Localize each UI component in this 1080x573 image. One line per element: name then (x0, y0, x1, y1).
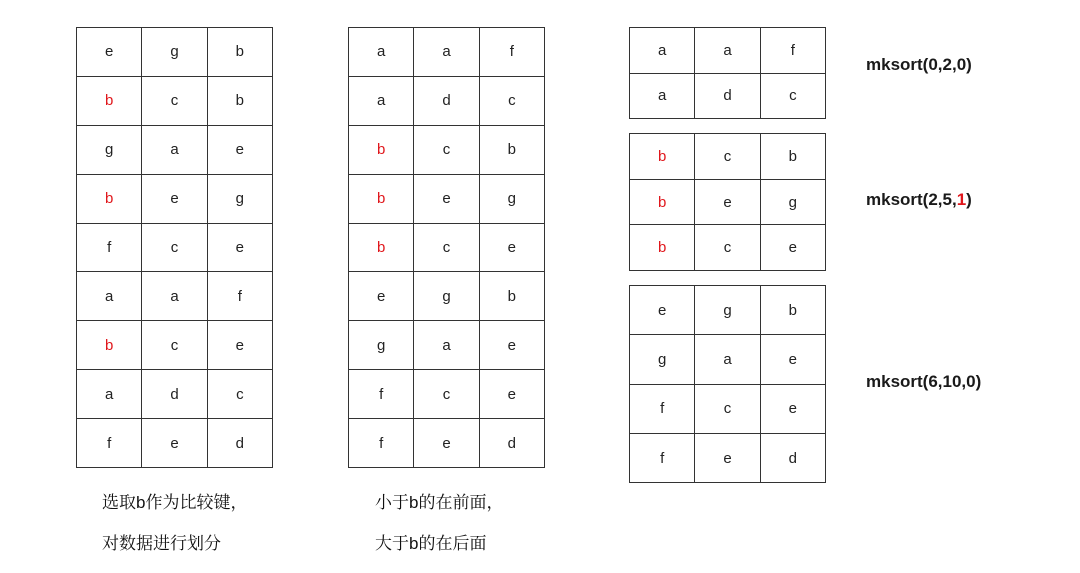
table-row (630, 433, 826, 482)
table-cell: d (695, 73, 760, 119)
table-row (630, 134, 826, 180)
table-cell: b (207, 76, 272, 125)
table-cell: f (349, 419, 414, 468)
partitioned-table (348, 27, 545, 468)
table-row (630, 73, 826, 119)
table-cell: f (77, 223, 142, 272)
table-cell: c (142, 76, 207, 125)
table-cell: e (207, 223, 272, 272)
table-cell: a (349, 28, 414, 77)
table-cell: c (414, 370, 479, 419)
table-cell: g (349, 321, 414, 370)
table-cell: c (695, 384, 760, 433)
table-cell: e (349, 272, 414, 321)
mksort-equal-depth: 1 (956, 190, 967, 209)
table-cell: g (479, 174, 544, 223)
table-cell: c (142, 223, 207, 272)
table-cell: f (630, 384, 695, 433)
table-cell: a (630, 73, 695, 119)
table-cell: e (760, 384, 825, 433)
table-cell: g (207, 174, 272, 223)
table-cell: b (760, 134, 825, 180)
mksort-equal-prefix: mksort(2,5, (866, 190, 957, 209)
table-cell: c (414, 223, 479, 272)
table-cell: g (630, 335, 695, 384)
table-cell: e (142, 419, 207, 468)
table-cell: c (760, 73, 825, 119)
table-row (77, 272, 273, 321)
table-cell: g (695, 286, 760, 335)
table-cell: f (349, 370, 414, 419)
table-cell: g (760, 179, 825, 225)
table-cell: f (630, 433, 695, 482)
table-cell: b (349, 223, 414, 272)
table-row (349, 174, 545, 223)
table-cell: e (630, 286, 695, 335)
table-cell: b (349, 174, 414, 223)
table-row (77, 76, 273, 125)
table-cell: e (77, 28, 142, 77)
table-row (349, 321, 545, 370)
table-cell: a (142, 272, 207, 321)
equal-group-table (629, 133, 826, 271)
less-than-group-table (629, 27, 826, 119)
table-cell: c (142, 321, 207, 370)
table-cell: b (630, 179, 695, 225)
table-cell: a (414, 321, 479, 370)
left-caption-line1: 选取b作为比较键， (102, 493, 248, 512)
table-cell: e (414, 419, 479, 468)
middle-caption-line2: 大于b的在后面 (375, 534, 487, 553)
left-caption-line2: 对数据进行划分 (102, 534, 221, 553)
table-cell: c (479, 76, 544, 125)
table-cell: e (479, 223, 544, 272)
table-cell: g (142, 28, 207, 77)
table-cell: g (77, 125, 142, 174)
table-cell: g (414, 272, 479, 321)
table-row (77, 28, 273, 77)
table-row (77, 370, 273, 419)
table-cell: d (207, 419, 272, 468)
table-cell: e (760, 225, 825, 271)
table-cell: b (630, 134, 695, 180)
table-row (77, 223, 273, 272)
table-cell: e (695, 179, 760, 225)
table-cell: f (207, 272, 272, 321)
table-cell: a (695, 335, 760, 384)
table-cell: c (695, 225, 760, 271)
table-cell: b (349, 125, 414, 174)
table-cell: b (207, 28, 272, 77)
table-cell: a (414, 28, 479, 77)
table-cell: f (77, 419, 142, 468)
table-cell: a (77, 272, 142, 321)
table-cell: b (77, 321, 142, 370)
table-cell: e (142, 174, 207, 223)
table-cell: a (630, 28, 695, 74)
table-row (349, 223, 545, 272)
table-row (630, 28, 826, 74)
table-cell: d (760, 433, 825, 482)
table-row (77, 125, 273, 174)
table-row (77, 174, 273, 223)
mksort-greater-label: mksort(6,10,0) (866, 372, 982, 391)
table-cell: e (207, 125, 272, 174)
mksort-equal-suffix: ) (966, 190, 972, 209)
table-row (349, 76, 545, 125)
table-cell: e (695, 433, 760, 482)
table-cell: a (142, 125, 207, 174)
table-cell: e (414, 174, 479, 223)
table-cell: d (479, 419, 544, 468)
middle-caption-line1: 小于b的在前面， (375, 493, 504, 512)
table-row (77, 419, 273, 468)
table-row (349, 272, 545, 321)
table-row (630, 335, 826, 384)
table-cell: e (479, 321, 544, 370)
table-cell: a (349, 76, 414, 125)
table-row (349, 28, 545, 77)
mksort-equal-label (866, 190, 972, 210)
mksort-less-label: mksort(0,2,0) (866, 55, 972, 74)
original-table (76, 27, 273, 468)
table-row (630, 179, 826, 225)
table-cell: b (77, 174, 142, 223)
table-cell: f (760, 28, 825, 74)
table-cell: f (479, 28, 544, 77)
table-cell: b (479, 272, 544, 321)
table-cell: c (695, 134, 760, 180)
table-cell: b (760, 286, 825, 335)
table-row (77, 321, 273, 370)
table-row (349, 419, 545, 468)
table-cell: c (414, 125, 479, 174)
table-row (630, 286, 826, 335)
table-cell: a (695, 28, 760, 74)
table-cell: b (479, 125, 544, 174)
greater-than-group-table (629, 285, 826, 483)
table-cell: e (760, 335, 825, 384)
table-cell: b (77, 76, 142, 125)
table-row (349, 370, 545, 419)
table-cell: c (207, 370, 272, 419)
table-cell: a (77, 370, 142, 419)
table-cell: d (414, 76, 479, 125)
table-row (349, 125, 545, 174)
table-cell: e (207, 321, 272, 370)
table-row (630, 384, 826, 433)
table-cell: b (630, 225, 695, 271)
table-row (630, 225, 826, 271)
table-cell: d (142, 370, 207, 419)
table-cell: e (479, 370, 544, 419)
